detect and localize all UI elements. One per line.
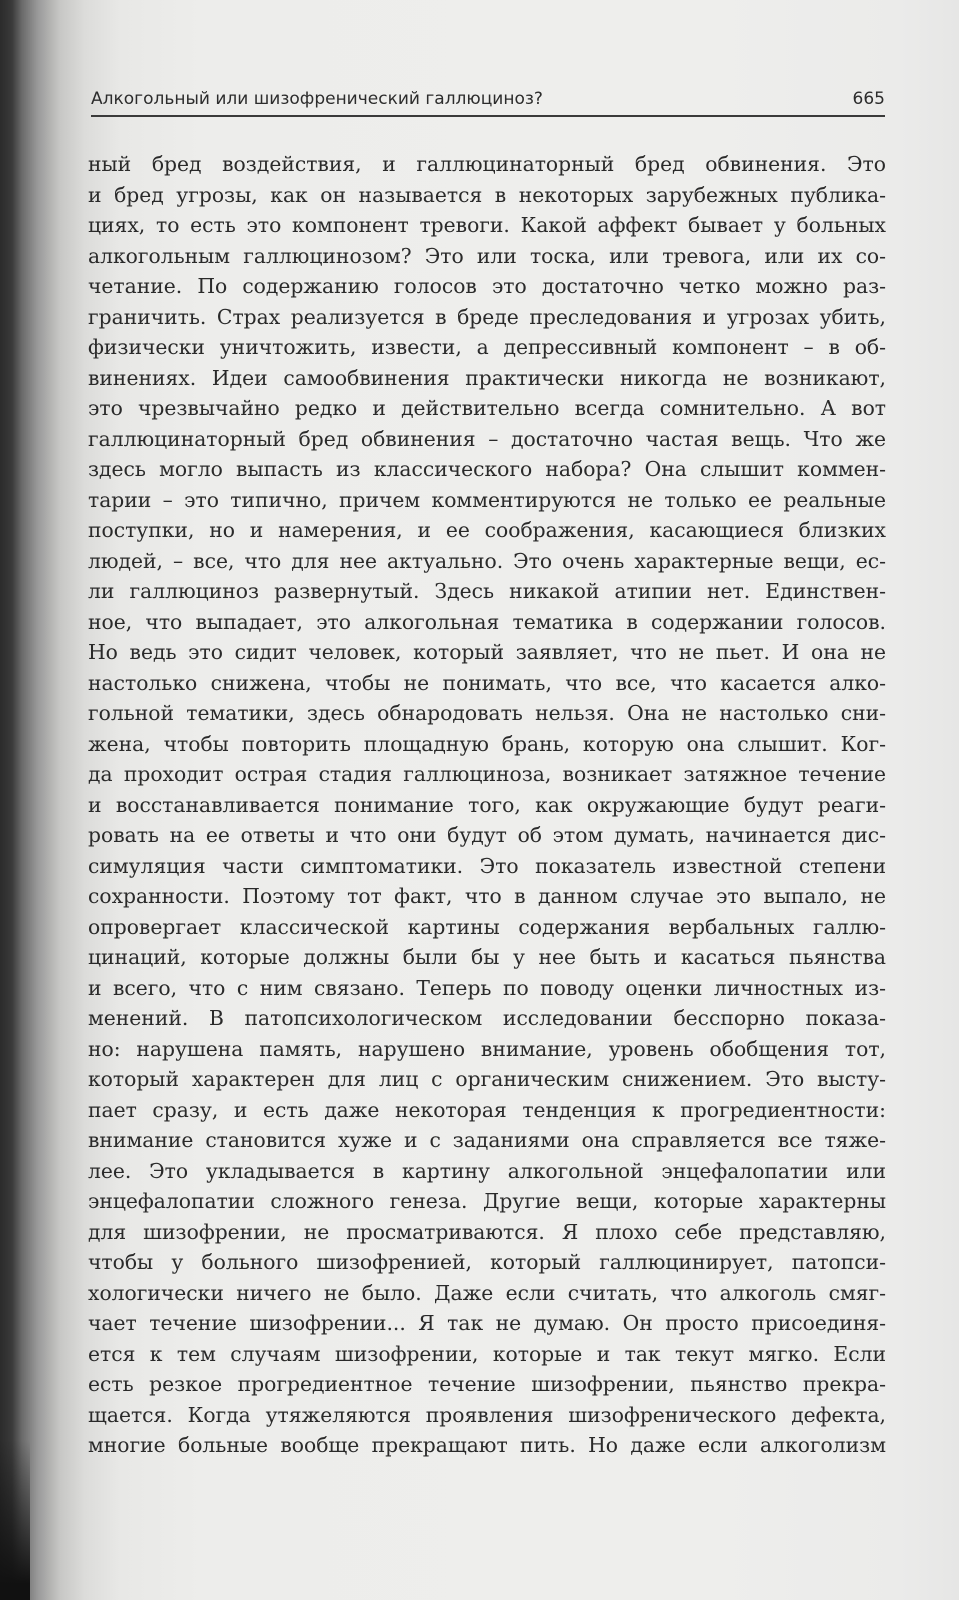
text-line: ровать на ее ответы и что они будут об этом думать, начинается дис- [88, 823, 886, 847]
text-line: но: нарушена память, нарушено внимание, уровень обобщения тот, [88, 1036, 886, 1061]
text-line: здесь могло выпасть из классического набора? Она слышит коммен- [88, 457, 886, 481]
running-title: Алкогольный или шизофренический галлюциноз? [91, 89, 543, 109]
text-line: гольной тематики, здесь обнародовать нельзя. Она не настолько сни- [88, 701, 886, 725]
text-line: цинаций, которые должны были бы у нее быть и касаться пьянства [88, 945, 886, 969]
text-line: жена, чтобы повторить площадную брань, которую она слышит. Ког- [88, 731, 886, 756]
text-line: граничить. Страх реализуется в бреде преследования и угрозах убить, [88, 304, 886, 329]
text-line: галлюцинаторный бред обвинения – достаточно частая вещь. Что же [88, 426, 886, 451]
text-line: да проходит острая стадия галлюциноза, возникает затяжное течение [88, 762, 886, 786]
text-line: людей, – все, что для нее актуально. Это очень характерные вещи, ес- [88, 548, 886, 573]
text-line: многие больные вообще прекращают пить. Но даже если алкоголизм [88, 1433, 886, 1457]
text-line: ный бред воздействия, и галлюцинаторный бред обвинения. Это [88, 152, 886, 176]
text-line: для шизофрении, не просматриваются. Я плохо себе представляю, [88, 1219, 886, 1244]
running-head [91, 87, 885, 117]
text-line: физически уничтожить, извести, а депрессивный компонент – в об- [88, 335, 886, 359]
text-line: ное, что выпадает, это алкогольная тематика в содержании голосов. [88, 609, 886, 634]
text-line: опровергает классической картины содержания вербальных галлю- [88, 914, 886, 939]
text-line: чает течение шизофрении... Я так не думаю. Он просто присоединя- [88, 1311, 886, 1335]
text-line: внимание становится хуже и с заданиями она справляется все тяже- [88, 1128, 886, 1152]
text-line: хологически ничего не было. Даже если считать, что алкоголь смяг- [88, 1280, 886, 1305]
text-line: это чрезвычайно редко и действительно всегда сомнительно. А вот [88, 396, 886, 420]
text-line: четание. По содержанию голосов это достаточно четко можно раз- [88, 274, 886, 298]
text-line: чтобы у больного шизофренией, который галлюцинирует, патопси- [88, 1250, 886, 1274]
page-number: 665 [852, 89, 885, 109]
text-line: энцефалопатии сложного генеза. Другие вещи, которые характерны [88, 1189, 886, 1213]
text-line: циях, то есть это компонент тревоги. Какой аффект бывает у больных [88, 213, 886, 237]
text-line: который характерен для лиц с органическим снижением. Это высту- [88, 1067, 886, 1091]
text-line: сохранности. Поэтому тот факт, что в данном случае это выпало, не [88, 884, 886, 908]
text-line: ется к тем случаям шизофрении, которые и так текут мягко. Если [88, 1341, 886, 1366]
text-line: щается. Когда утяжеляются проявления шизофренического дефекта, [88, 1402, 886, 1427]
text-line: тарии – это типично, причем комментируются не только ее реальные [88, 487, 886, 512]
text-line: и восстанавливается понимание того, как окружающие будут реаги- [88, 792, 886, 817]
text-line: и бред угрозы, как он называется в некоторых зарубежных публика- [88, 182, 886, 207]
text-line: менений. В патопсихологическом исследовании бесспорно показа- [88, 1006, 886, 1030]
text-line: симуляция части симптоматики. Это показатель известной степени [88, 853, 886, 878]
text-line: винениях. Идеи самообвинения практически никогда не возникают, [88, 365, 886, 390]
book-spine-shadow [0, 1440, 30, 1600]
body-text [88, 149, 886, 1461]
text-line: Но ведь это сидит человек, который заявляет, что не пьет. И она не [88, 640, 886, 664]
text-line: поступки, но и намерения, и ее соображения, касающиеся близких [88, 518, 886, 542]
text-line: ли галлюциноз развернутый. Здесь никакой атипии нет. Единствен- [88, 579, 886, 603]
text-line: пает сразу, и есть даже некоторая тенденция к прогредиентности: [88, 1097, 886, 1122]
text-line: алкогольным галлюцинозом? Это или тоска, или тревога, или их со- [88, 243, 886, 268]
text-line: есть резкое прогредиентное течение шизофрении, пьянство прекра- [88, 1372, 886, 1396]
text-line: настолько снижена, чтобы не понимать, что все, что касается алко- [88, 670, 886, 695]
text-line: и всего, что с ним связано. Теперь по поводу оценки личностных из- [88, 975, 886, 1000]
text-line: лее. Это укладывается в картину алкогольной энцефалопатии или [88, 1158, 886, 1183]
